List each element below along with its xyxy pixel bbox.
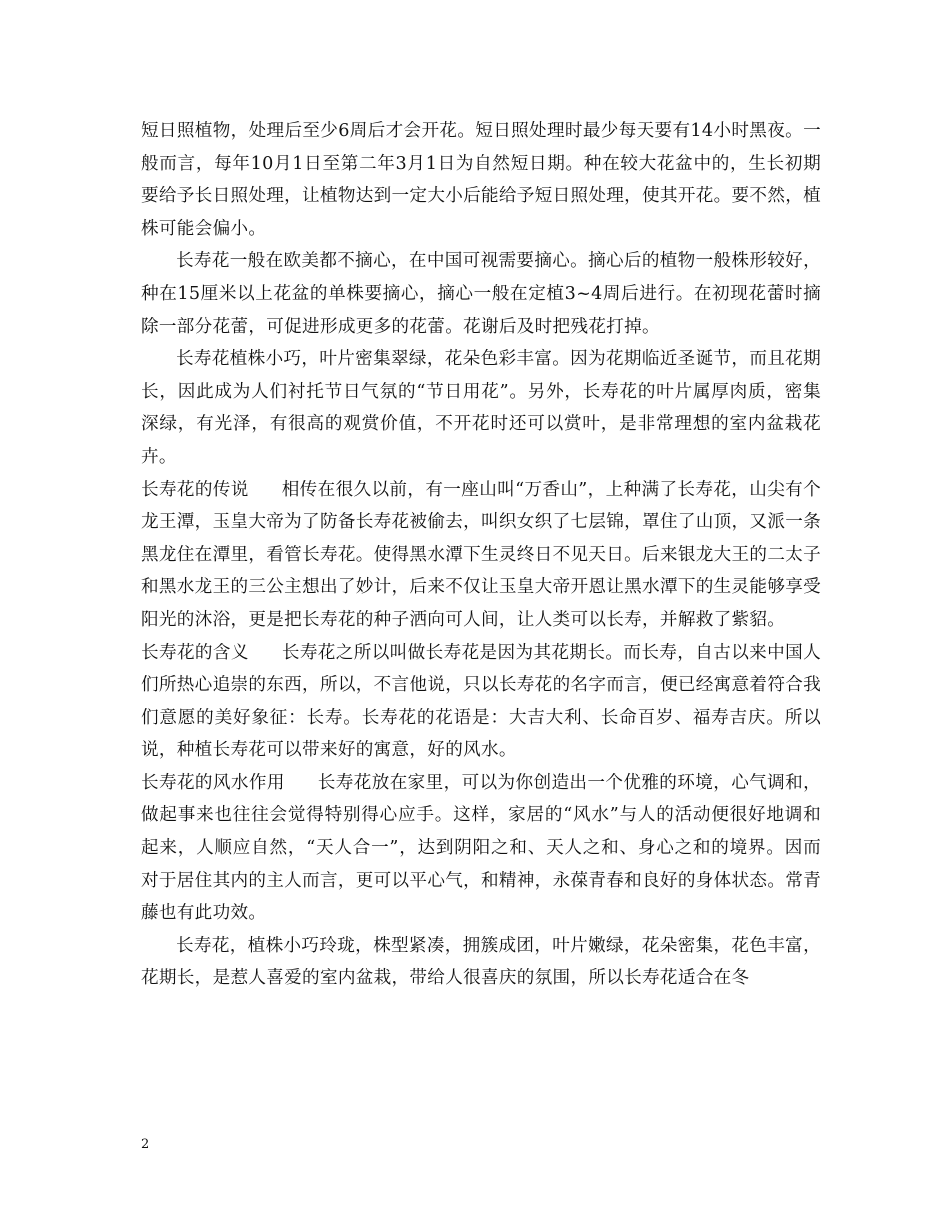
paragraph-plant-features <box>141 343 821 473</box>
paragraph-text: 长寿花之所以叫做长寿花是因为其花期长。而长寿，自古以来中国人们所热心追崇的东西，所以，不言他说，只以长寿花的名字而言，便已经寓意着符合我们意愿的美好象征：长寿。长寿花的花语是：大吉大利、长命百岁、福寿吉庆。所以说，种植长寿花可以带来好的寓意，好的风水。 <box>141 642 821 761</box>
section-heading-legend: 长寿花的传说 <box>141 479 249 500</box>
paragraph-text: 短日照植物，处理后至少6周后才会开花。短日照处理时最少每天要有14小时黑夜。一般而言，每年10月1日至第二年3月1日为自然短日期。种在较大花盆中的，生长初期要给予长日照处理，让植物达到一定大小后能给予短日照处理，使其开花。要不然，植株可能会偏小。 <box>141 121 821 239</box>
paragraph-text: 长寿花，植株小巧玲珑，株型紧凑，拥簇成团，叶片嫩绿，花朵密集，花色丰富，花期长，是惹人喜爱的室内盆栽，带给人很喜庆的氛围，所以长寿花适合在冬 <box>141 935 821 989</box>
paragraph-pinching <box>141 245 821 343</box>
paragraph-meaning <box>141 637 821 767</box>
paragraph-text: 相传在很久以前，有一座山叫“万香山”，上种满了长寿花，山尖有个龙王潭，玉皇大帝为了防备长寿花被偷去，叫织女织了七层锦，罩住了山顶，又派一条黑龙住在潭里，看管长寿花。使得黑水潭下生灵终日不见天日。后来银龙大王的二太子和黑水龙王的三公主想出了妙计，后来不仅让玉皇大帝开恩让黑水潭下的生灵能够享受阳光的沐浴，更是把长寿花的种子洒向可人间，让人类可以长寿，并解救了紫貂。 <box>141 479 821 630</box>
paragraph-text: 长寿花植株小巧，叶片密集翠绿，花朵色彩丰富。因为花期临近圣诞节，而且花期长，因此成为人们衬托节日气氛的“节日用花”。另外，长寿花的叶片属厚肉质，密集深绿，有光泽，有很高的观赏价值，不开花时还可以赏叶，是非常理想的室内盆栽花卉。 <box>141 349 821 467</box>
paragraph-fengshui <box>141 767 821 930</box>
section-heading-meaning: 长寿花的含义 <box>141 642 249 663</box>
paragraph-text: 长寿花一般在欧美都不摘心，在中国可视需要摘心。摘心后的植物一般株形较好，种在15厘米以上花盆的单株要摘心，摘心一般在定植3~4周后进行。在初现花蕾时摘除一部分花蕾，可促进形成更多的花蕾。花谢后及时把残花打掉。 <box>141 251 821 337</box>
page-number: 2 <box>141 1137 150 1152</box>
document-body <box>141 115 821 995</box>
paragraph-short-day-treatment <box>141 115 821 245</box>
paragraph-summary <box>141 930 821 995</box>
section-heading-fengshui: 长寿花的风水作用 <box>141 772 285 793</box>
paragraph-text: 长寿花放在家里，可以为你创造出一个优雅的环境，心气调和，做起事来也往往会觉得特别得心应手。这样，家居的“风水”与人的活动便很好地调和起来，人顺应自然，“天人合一”，达到阴阳之和、天人之和、身心之和的境界。因而对于居住其内的主人而言，更可以平心气，和精神，永葆青春和良好的身体状态。常青藤也有此功效。 <box>141 772 821 924</box>
paragraph-legend <box>141 474 821 637</box>
